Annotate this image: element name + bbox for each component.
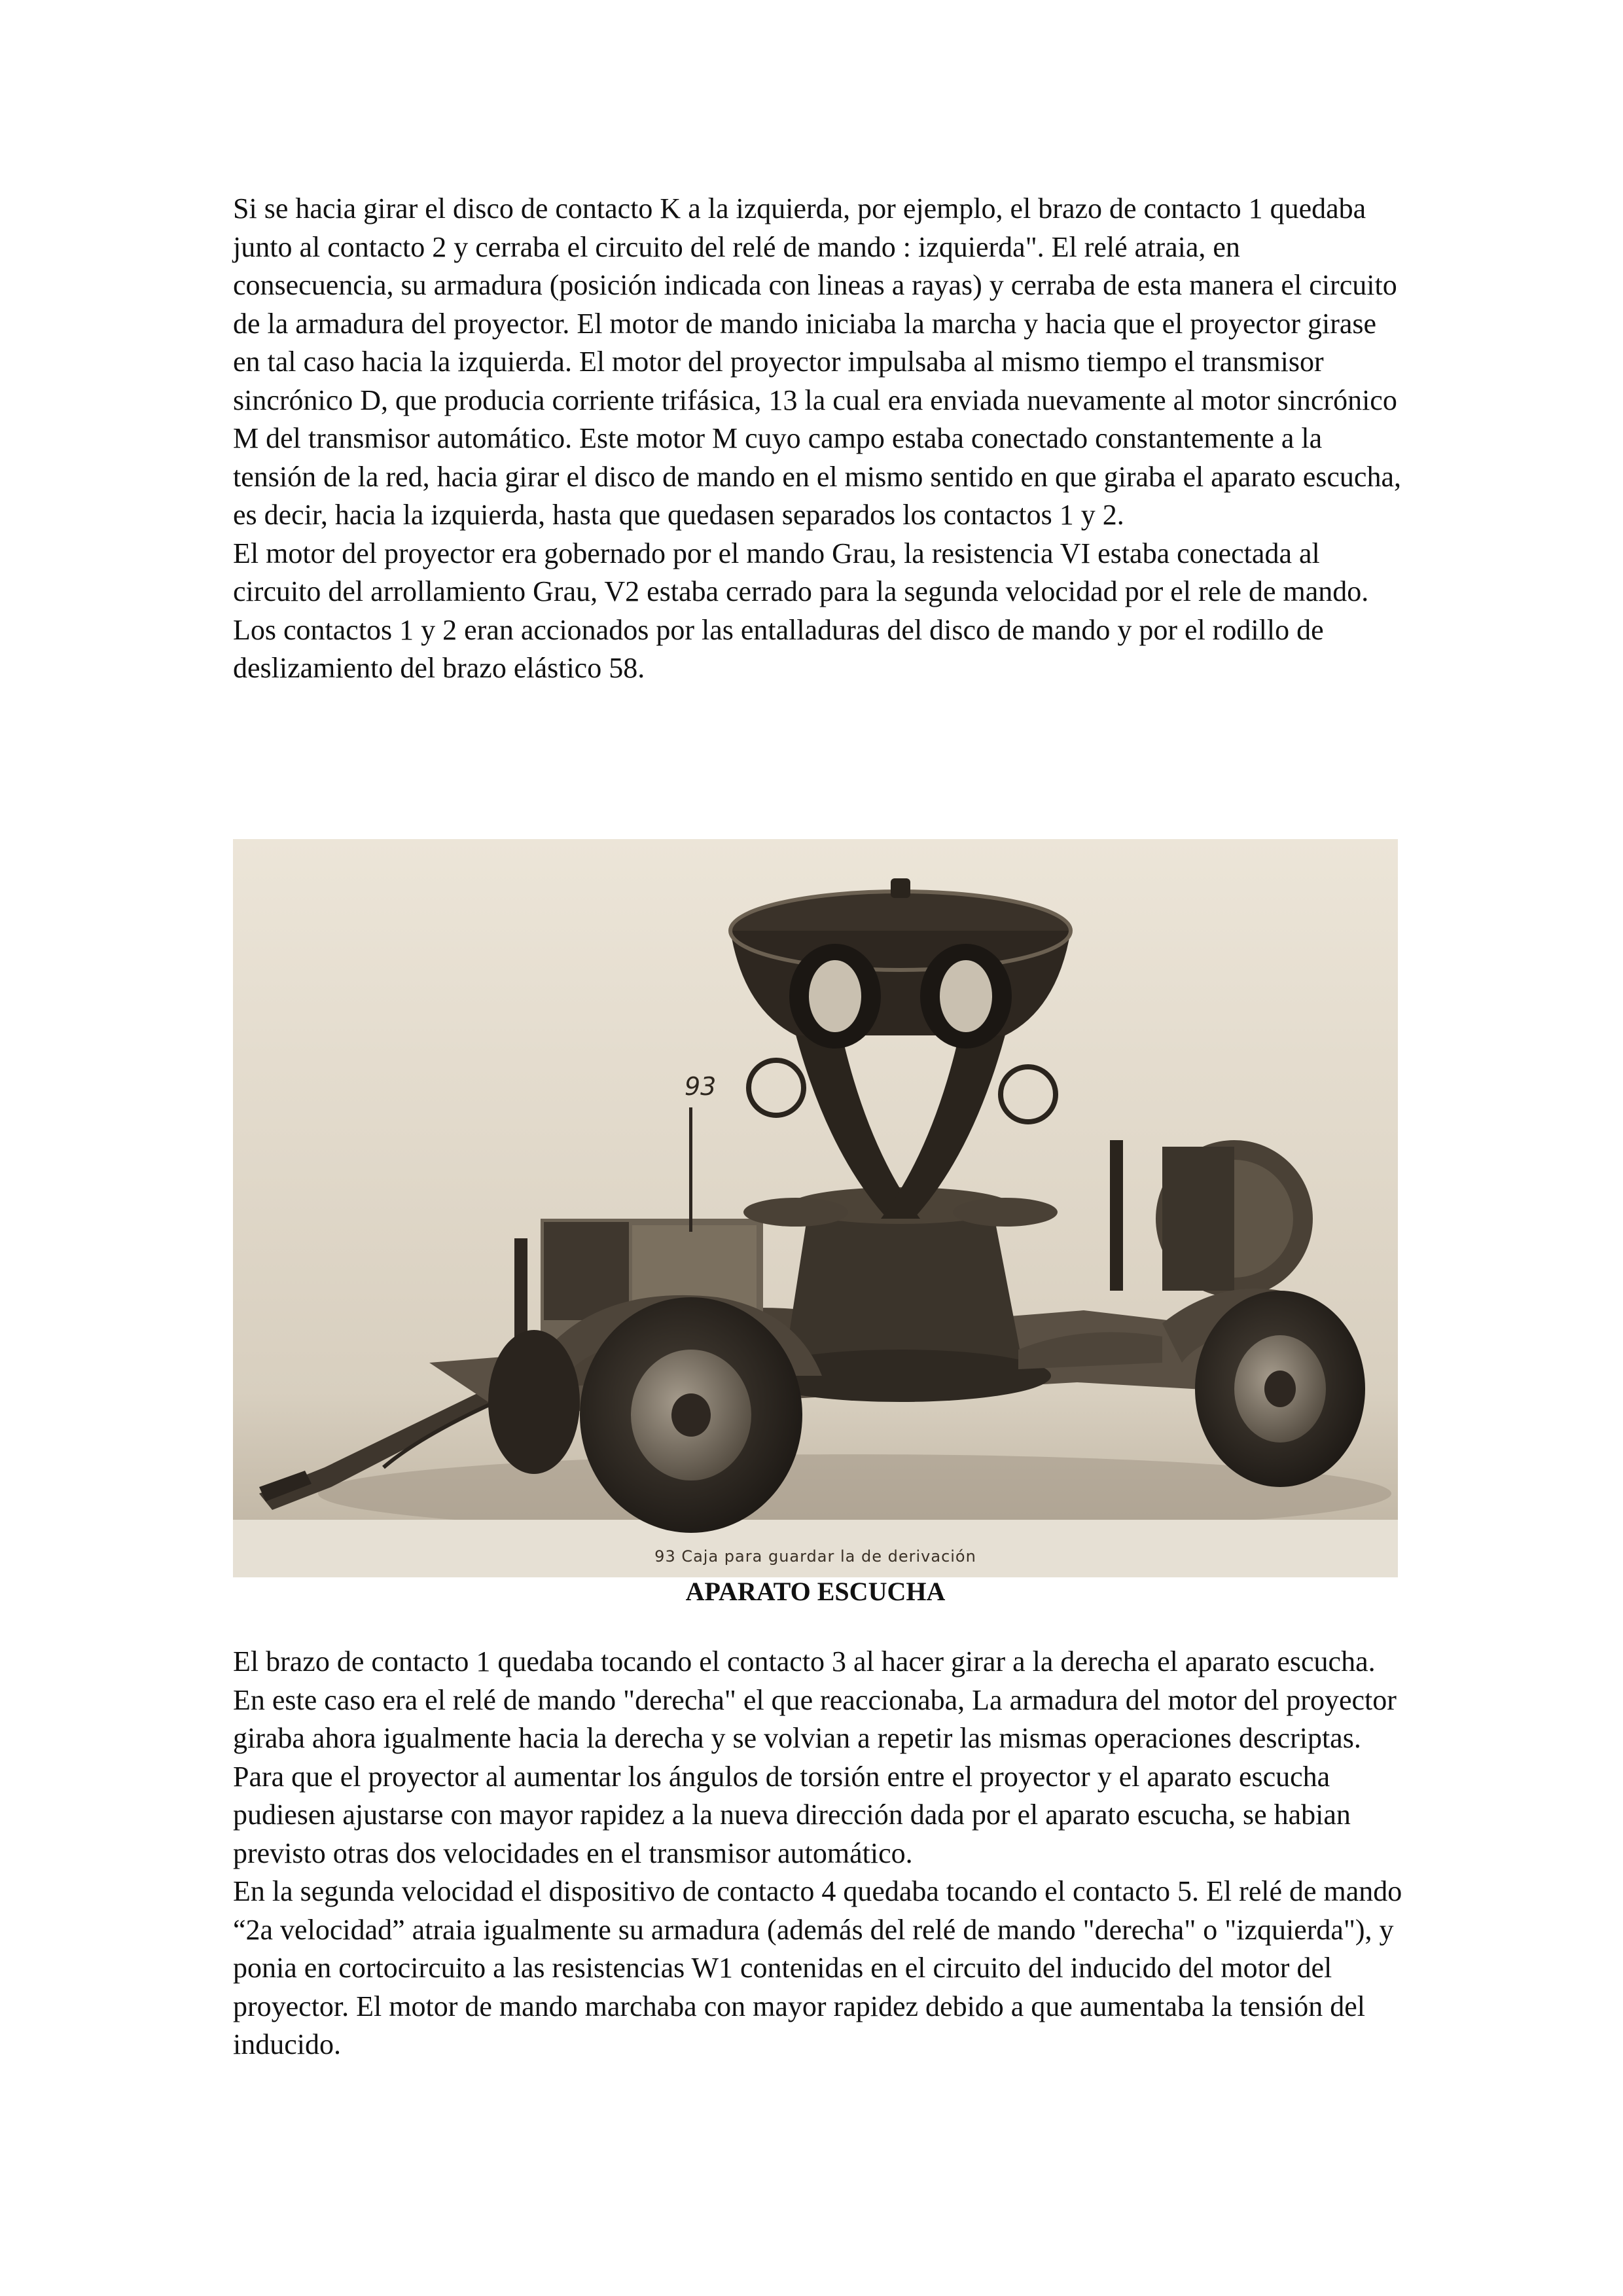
paragraph: El brazo de contacto 1 quedaba tocando el contacto 3 al hacer girar a la derecha el aparato escucha. En este caso era el relé de mando "derecha" el que reaccionaba, La armadura del motor del proyector giraba ahora igualmente hacia la derecha y se volvian a repetir las mismas operaciones descriptas. — [233, 1645, 1397, 1754]
bottom-text-block — [233, 1643, 1404, 2064]
photo-number-label: 93 — [685, 1072, 717, 1101]
paragraph: Los contactos 1 y 2 eran accionados por las entalladuras del disco de mando y por el rodillo de deslizamiento del brazo elástico 58. — [233, 613, 1324, 684]
paragraph: Para que el proyector al aumentar los ángulos de torsión entre el proyector y el aparato escucha pudiesen ajustarse con mayor rapidez a la nueva dirección dada por el aparato escucha, se habian previsto otras dos velocidades en el transmisor automático. — [233, 1760, 1351, 1869]
paragraph: En la segunda velocidad el dispositivo de contacto 4 quedaba tocando el contacto 5. El relé de mando “2a velocidad” atraia igualmente su armadura (además del relé de mando "derecha" o "izquierda"), y ponia en cortocircuito a las resistencias W1 contenidas en el circuito del inducido del motor del proyector. El motor de mando marchaba con mayor rapidez debido a que aumentaba la tensión del inducido. — [233, 1875, 1402, 2060]
photo-caption: 93 Caja para guardar la de derivación — [654, 1547, 976, 1566]
paragraph: Si se hacia girar el disco de contacto K a la izquierda, por ejemplo, el brazo de contacto 1 quedaba junto al contacto 2 y cerraba el circuito del relé de mando : izquierda". El relé atraia, en consecuencia, su armadura (posición indicada con lineas a rayas) y cerraba de esta manera el circuito de la armadura del proyector. El motor de mando iniciaba la marcha y hacia que el proyector girase en tal caso hacia la izquierda. El motor del proyector impulsaba al mismo tiempo el transmisor sincrónico D, que producia corriente trifásica, 13 la cual era enviada nuevamente al motor sincrónico M del transmisor automático. Este motor M cuyo campo estaba conectado constantemente a la tensión de la red, hacia girar el disco de mando en el mismo sentido en que giraba el aparato escucha, es decir, hacia la izquierda, hasta que quedasen separados los contactos 1 y 2. — [233, 192, 1401, 531]
figure-title: APARATO ESCUCHA — [685, 1577, 946, 1606]
sound-locator-illustration — [233, 839, 1398, 1577]
sound-locator-photo — [233, 839, 1398, 1577]
top-text-block — [233, 190, 1404, 688]
paragraph: El motor del proyector era gobernado por el mando Grau, la resistencia VI estaba conectada al circuito del arrollamiento Grau, V2 estaba cerrado para la segunda velocidad por el rele de mando. — [233, 537, 1369, 607]
